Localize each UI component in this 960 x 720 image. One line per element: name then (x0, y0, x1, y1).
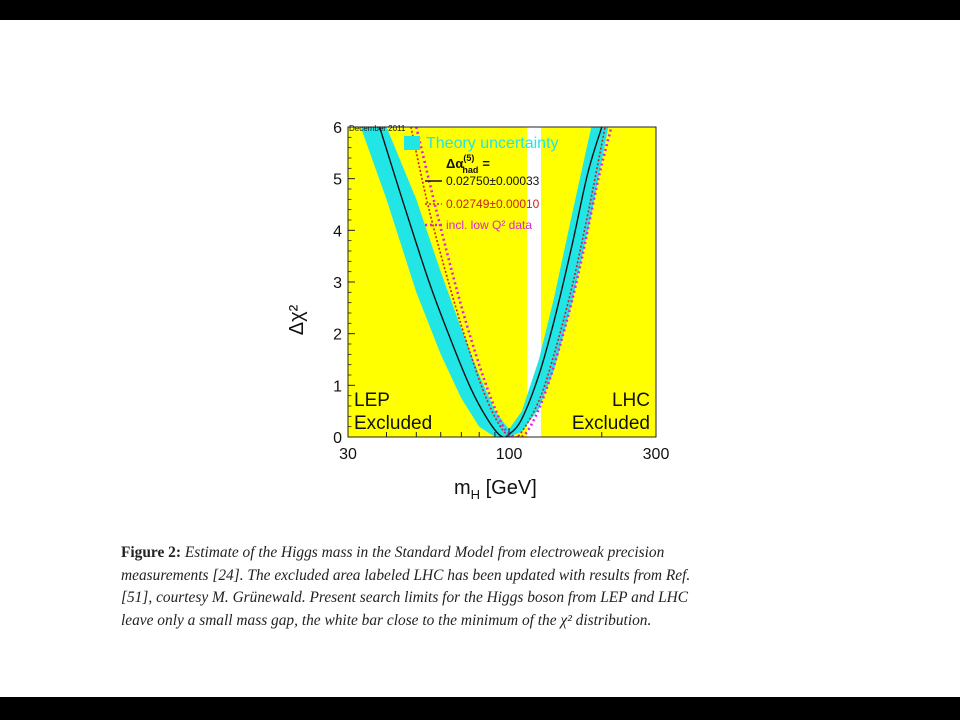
y-tick-label: 0 (333, 430, 342, 447)
legend-entry-3: incl. low Q² data (446, 218, 533, 232)
y-tick-label: 1 (333, 378, 342, 396)
x-tick-label: 300 (642, 446, 670, 463)
caption-line-3: [51], courtesy M. Grünewald. Present search limits for the Higgs boson from LEP and LHC (121, 589, 689, 606)
slide-page (0, 20, 960, 697)
x-tick-label: 100 (495, 446, 523, 463)
y-tick-label: 3 (333, 275, 342, 292)
lhc-excluded-label: Excluded (571, 413, 650, 434)
bottom-letterbox-bar (0, 697, 960, 720)
legend-band-label: Theory uncertainty (426, 135, 559, 152)
lep-label: LEP (354, 390, 390, 411)
legend-header: $\Delta\alpha^{(5)}$ had = (446, 153, 490, 175)
y-tick-label: 6 (333, 120, 342, 137)
top-letterbox-bar (0, 0, 960, 20)
x-tick-label: 30 (339, 446, 357, 463)
lhc-label: LHC (611, 390, 650, 411)
caption-line-4: leave only a small mass gap, the white bar close to the minimum of the χ² distribution. (121, 611, 652, 629)
x-axis-label: $m_H$ [GeV] (454, 477, 537, 502)
caption-line-1: Estimate of the Higgs mass in the Standard Model from electroweak precision (184, 544, 665, 561)
caption-label: Figure 2: (121, 544, 181, 561)
higgs-mass-chart (0, 20, 960, 520)
figure-caption (121, 542, 841, 632)
legend-entry-1: 0.02750±0.00033 (446, 174, 540, 188)
y-tick-label: 2 (333, 326, 342, 344)
y-tick-label: 5 (333, 171, 342, 189)
y-axis-label: Δχ² (286, 304, 308, 336)
legend-band-swatch (404, 136, 420, 150)
corner-date-note: December 2011 (349, 124, 406, 133)
caption-line-2: measurements [24]. The excluded area labeled LHC has been updated with results from Ref. (121, 566, 691, 584)
legend-entry-2: 0.02749±0.00010 (446, 197, 540, 211)
lep-excluded-label: Excluded (354, 413, 433, 434)
y-tick-label: 4 (333, 223, 342, 241)
